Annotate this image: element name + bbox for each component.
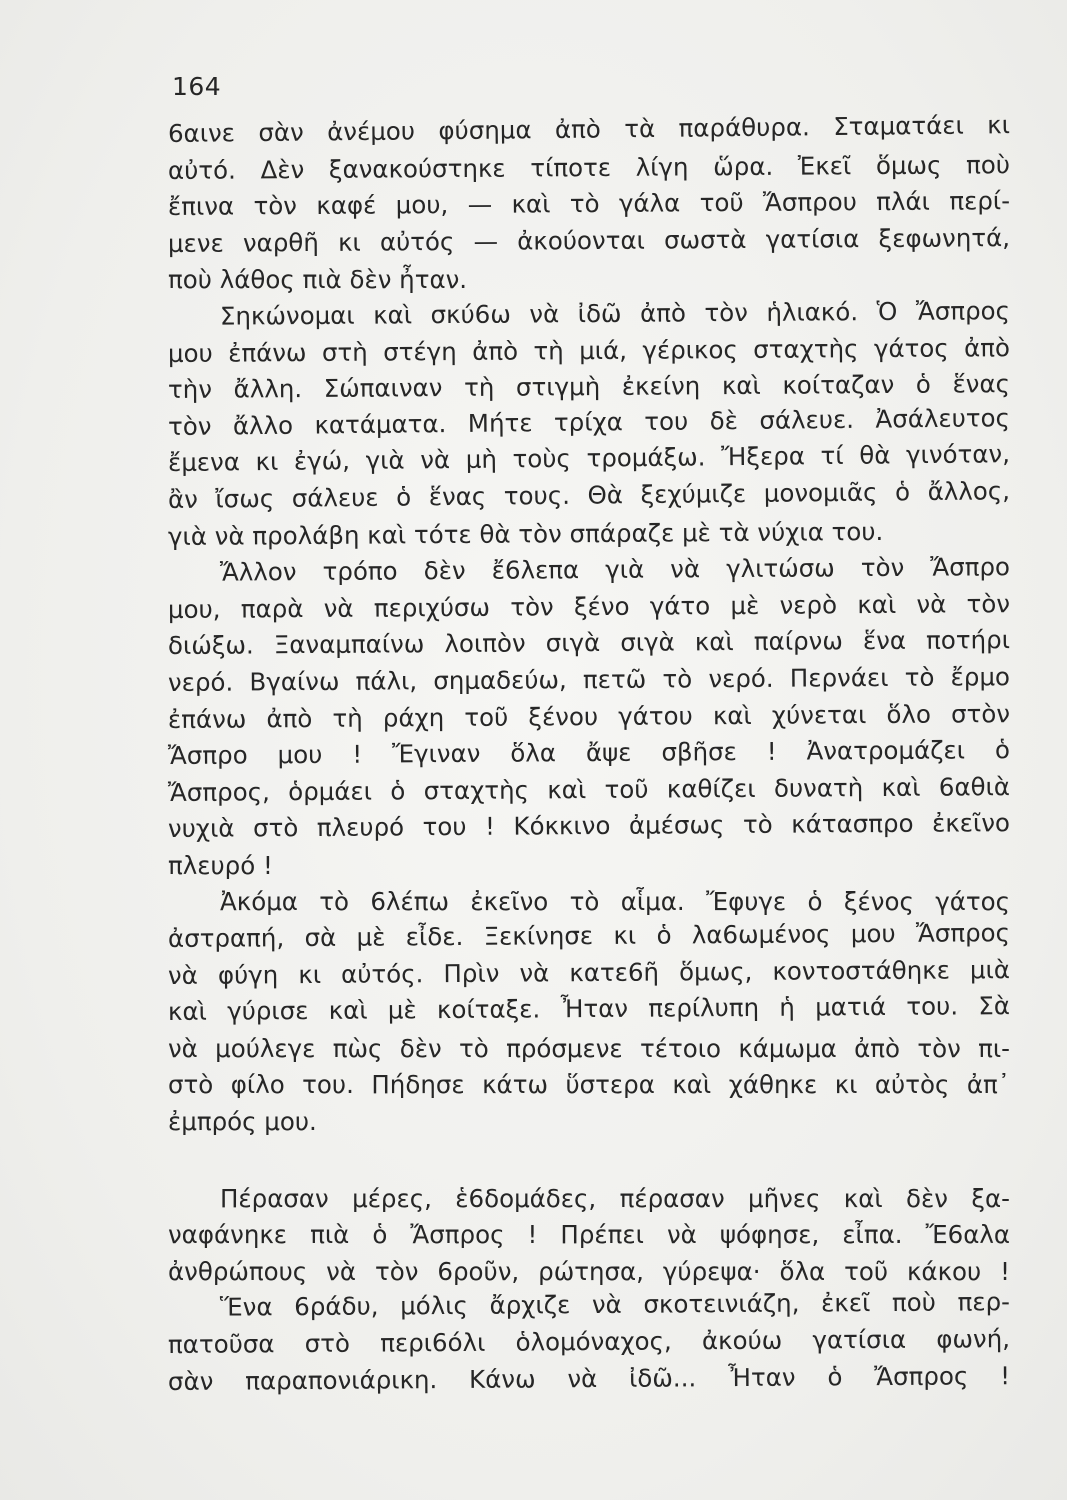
text-line: αὐτό. Δὲν ξανακούστηκε τίποτε λίγη ὥρα. Ἐκεῖ ὅμως ποὺ [167,149,1011,185]
text-line: τὴν ἄλλη. Σώπαιναν τὴ στιγμὴ ἐκείνη καὶ κοίταζαν ὁ ἕνας [167,369,1011,405]
text-line: ἂν ἴσως σάλευε ὁ ἕνας τους. Θὰ ξεχύμιζε μονομιᾶς ὁ ἄλλος, [167,476,1011,514]
text-line: νερό. Βγαίνω πάλι, σημαδεύω, πετῶ τὸ νερό. Περνάει τὸ ἔρμο [167,662,1011,697]
text-line: Ἄσπρος, ὁρμάει ὁ σταχτὴς καὶ τοῦ καθίζει δυνατὴ καὶ 6αθιὰ [167,771,1011,807]
text-line: πλευρό ! [168,850,273,880]
text-line: ἐμπρός μου. [168,1107,317,1137]
text-line: ἀστραπή, σὰ μὲ εἶδε. Ξεκίνησε κι ὁ λα6ωμένος μου Ἄσπρος [167,918,1011,954]
text-line: ἔπινα τὸν καφέ μου, — καὶ τὸ γάλα τοῦ Ἄσπρου πλάι περί- [167,186,1011,222]
text-line: καὶ γύρισε καὶ μὲ κοίταξε. Ἦταν περίλυπη ἡ ματιά του. Σὰ [167,991,1011,1027]
text-line: στὸ φίλο του. Πήδησε κάτω ὕστερα καὶ χάθηκε κι αὐτὸς ἀπ᾿ [168,1070,1010,1100]
text-line: 6αινε σὰν ἀνέμου φύσημα ἀπὸ τὰ παράθυρα. Σταματάει κι [167,110,1011,148]
text-line: διώξω. Ξαναμπαίνω λοιπὸν σιγὰ σιγὰ καὶ παίρνω ἕνα ποτήρι [167,625,1011,661]
text-line: ποὺ λάθος πιὰ δὲν ἦταν. [168,265,468,295]
text-line: νὰ μούλεγε πὼς δὲν τὸ πρόσμενε τέτοιο κάμωμα ἀπὸ τὸν πι- [168,1033,1010,1063]
text-line: Ἄσπρο μου ! Ἔγιναν ὅλα ἄψε σβῆσε ! Ἀνατρομάζει ὁ [167,735,1011,771]
text-line: ἐπάνω ἀπὸ τὴ ράχη τοῦ ξένου γάτου καὶ χύνεται ὅλο στὸν [167,698,1011,734]
text-line: ἀνθρώπους νὰ τὸν 6ροῦν, ρώτησα, γύρεψα· ὅλα τοῦ κάκου ! [168,1256,1010,1286]
body-text [167,110,1011,1400]
page-number: 164 [172,72,222,101]
text-line: μου, παρὰ νὰ περιχύσω τὸν ξένο γάτο μὲ νερὸ καὶ νὰ τὸν [167,588,1011,624]
text-line: Πέρασαν μέρες, ἑ6δομάδες, πέρασαν μῆνες καὶ δὲν ξα- [220,1183,1010,1213]
text-line: Ἕνα 6ράδυ, μόλις ἄρχιζε νὰ σκοτεινιάζη, ἐκεῖ ποὺ περ- [219,1287,1011,1323]
text-line: μου ἐπάνω στὴ στέγη ἀπὸ τὴ μιά, γέρικος σταχτὴς γάτος ἀπὸ [167,332,1011,368]
text-line: ναφάνηκε πιὰ ὁ Ἄσπρος ! Πρέπει νὰ ψόφησε, εἶπα. Ἔ6αλα [168,1220,1010,1250]
text-line: Σηκώνομαι καὶ σκύ6ω νὰ ἰδῶ ἀπὸ τὸν ἡλιακό. Ὁ Ἄσπρος [219,296,1011,331]
text-line: τὸν ἄλλο κατάματα. Μήτε τρίχα του δὲ σάλευε. Ἀσάλευτος [167,402,1011,441]
text-line: πατοῦσα στὸ περι6όλι ὁλομόναχος, ἀκούω γατίσια φωνή, [167,1324,1011,1359]
text-line: ἔμενα κι ἐγώ, γιὰ νὰ μὴ τοὺς τρομάξω. Ἤξερα τί θὰ γινόταν, [167,439,1011,478]
text-line: νὰ φύγη κι αὐτός. Πρὶν νὰ κατε6ῆ ὅμως, κοντοστάθηκε μιὰ [167,954,1011,990]
text-line: μενε ναρθῆ κι αὐτός — ἀκούονται σωστὰ γατίσια ξεφωνητά, [167,222,1011,258]
text-line: σὰν παραπονιάρικη. Κάνω νὰ ἰδῶ... Ἦταν ὁ Ἄσπρος ! [167,1360,1011,1396]
text-line: Ἀκόμα τὸ 6λέπω ἐκεῖνο τὸ αἷμα. Ἔφυγε ὁ ξένος γάτος [220,887,1010,917]
text-line: Ἄλλον τρόπο δὲν ἔ6λεπα γιὰ νὰ γλιτώσω τὸν Ἄσπρο [219,552,1011,587]
text-line: γιὰ νὰ προλάβη καὶ τότε θὰ τὸν σπάραζε μὲ τὰ νύχια του. [167,516,884,551]
text-line: νυχιὰ στὸ πλευρό του ! Κόκκινο ἀμέσως τὸ κάτασπρο ἐκεῖνο [167,808,1011,844]
